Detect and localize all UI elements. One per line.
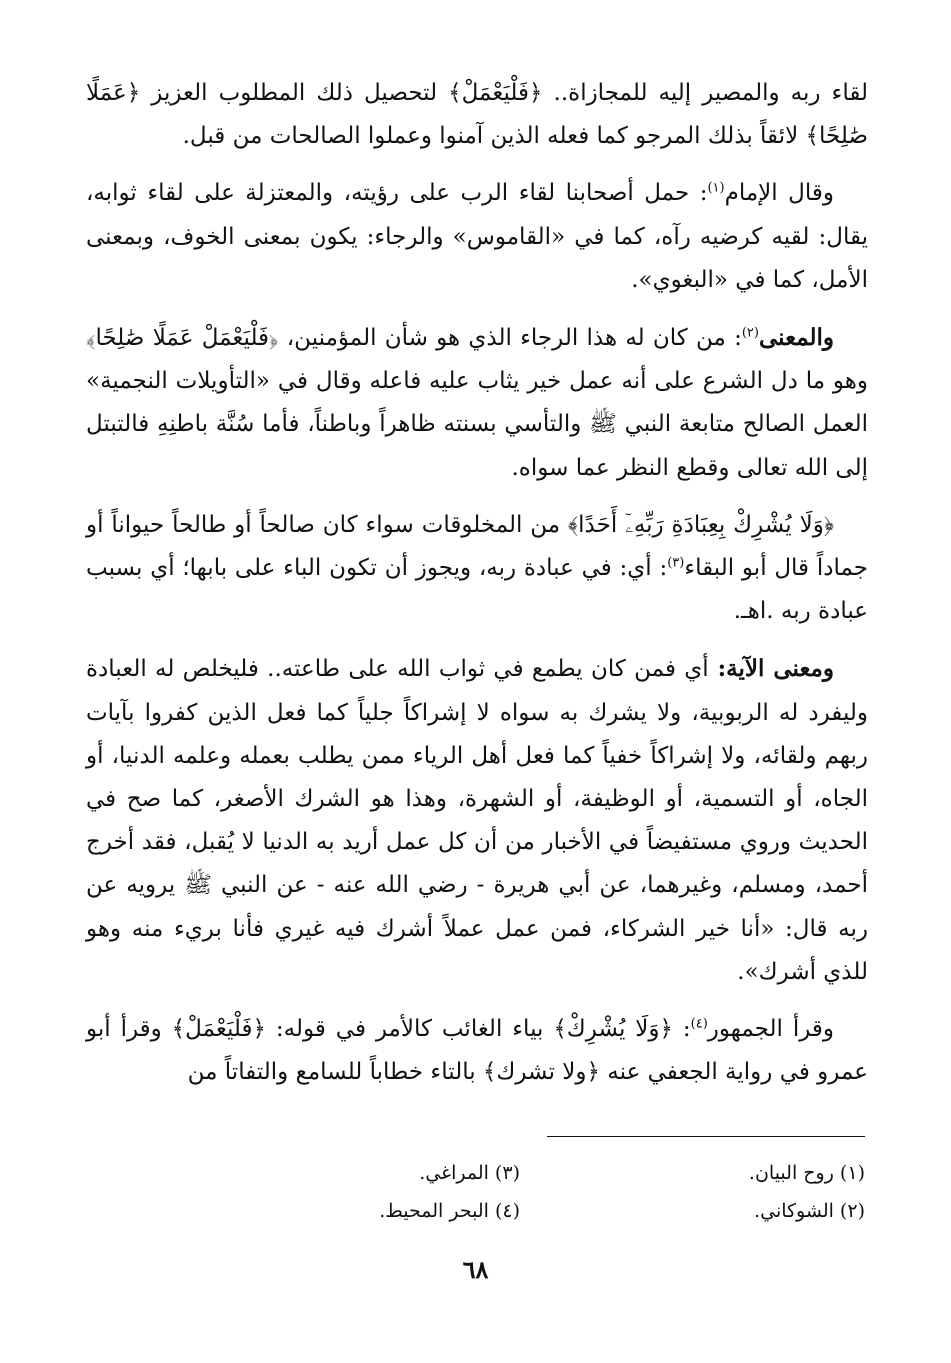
paragraph-text: وقرأ الجمهور — [707, 1016, 835, 1043]
paragraph-6 — [86, 1008, 868, 1094]
paragraph-text: : ﴿وَلَا يُشْرِكْ﴾ بياء الغائب كالأمر في قوله: ﴿فَلْيَعْمَلْ﴾ وقرأ أبو عمرو في رواية الجعفي عنه ﴿ولا تشرك﴾ بالتاء خطاباً للسامع والتفاتاً من — [86, 1016, 868, 1086]
body-text — [86, 72, 868, 1108]
footnote-4: (٤) البحر المحيط. — [379, 1200, 520, 1222]
paragraph-4 — [86, 504, 868, 634]
paragraph-heading: ومعنى الآية: — [708, 655, 834, 683]
paragraph-1 — [86, 72, 868, 158]
footnote-ref: (٣) — [667, 555, 685, 571]
paragraph-text: : حمل أصحابنا لقاء الرب على رؤيته، والمعتزلة على لقاء ثوابه، يقال: لقيه كرضيه رآه، كما في «القاموس» والرجاء: يكون بمعنى الخوف، وبمعنى الأمل، كما في «البغوي». — [86, 180, 868, 293]
footnote-ref: (٢) — [741, 325, 759, 341]
paragraph-heading: والمعنى — [758, 324, 834, 352]
paragraph-text: أي فمن كان يطمع في ثواب الله على طاعته.. فليخلص له العبادة وليفرد له الربوبية، ولا يشرك به سواه لا إشراكاً جلياً كما فعل الذين كفروا بآيات ربهم ولقائه، ولا إشراكاً خفياً كما فعل أهل الرياء ممن يطلب بعمله وعلمه الدنيا، أو الجاه، أو التسمية، أو الوظيفة، أو الشهرة، وهذا هو الشرك الأصغر، كما صح في الحديث وروي مستفيضاً في الأخبار من أن كل عمل أريد به الدنيا لا يُقبل، فقد أخرج أحمد، ومسلم، وغيرهما، عن أبي هريرة - رضي الله عنه - عن النبي ﷺ يرويه عن ربه قال: «أنا خير الشركاء، فمن عمل عملاً أشرك فيه غيري فأنا بريء منه وهو للذي أشرك». — [86, 656, 868, 985]
paragraph-5 — [86, 647, 868, 994]
footnote-2: (٢) الشوكاني. — [754, 1200, 865, 1222]
footnote-divider — [547, 1136, 865, 1137]
footnote-1: (١) روح البيان. — [748, 1162, 865, 1184]
footnote-ref: (٤) — [690, 1016, 708, 1032]
paragraph-3 — [86, 316, 868, 490]
paragraph-text: : من كان له هذا الرجاء الذي هو شأن المؤمنين، ﴿فَلْيَعْمَلْ عَمَلًا صَٰلِحًا﴾ وهو ما دل الشرع على أنه عمل خير يثاب عليه فاعله وقال في «التأويلات النجمية» العمل الصالح متابعة النبي ﷺ والتأسي بسنته ظاهراً وباطناً، فأما سُنَّة باطنِهِ فالتبتل إلى الله تعالى وقطع النظر عما سواه. — [86, 325, 868, 481]
paragraph-text: ﴿وَلَا يُشْرِكْ بِعِبَادَةِ رَبِّهِۦٓ أَحَدًا﴾ من المخلوقات سواء كان صالحاً أو طالحاً حيواناً أو جماداً قال أبو البقاء — [86, 511, 868, 582]
footnote-3: (٣) المراغي. — [419, 1162, 520, 1184]
paragraph-2 — [86, 172, 868, 302]
footnote-ref: (١) — [707, 180, 725, 196]
paragraph-text: لقاء ربه والمصير إليه للمجازاة.. ﴿فَلْيَعْمَلْ﴾ لتحصيل ذلك المطلوب العزيز ﴿عَمَلًا صَٰلِحًا﴾ لائقاً بذلك المرجو كما فعله الذين آمنوا وعملوا الصالحات من قبل. — [86, 80, 868, 150]
page-number: ٦٨ — [462, 1255, 489, 1284]
paragraph-text: وقال الإمام — [724, 180, 834, 207]
paragraph-text: : أي: في عبادة ربه، ويجوز أن تكون الباء على بابها؛ أي بسبب عبادة ربه .اهـ. — [86, 555, 868, 625]
